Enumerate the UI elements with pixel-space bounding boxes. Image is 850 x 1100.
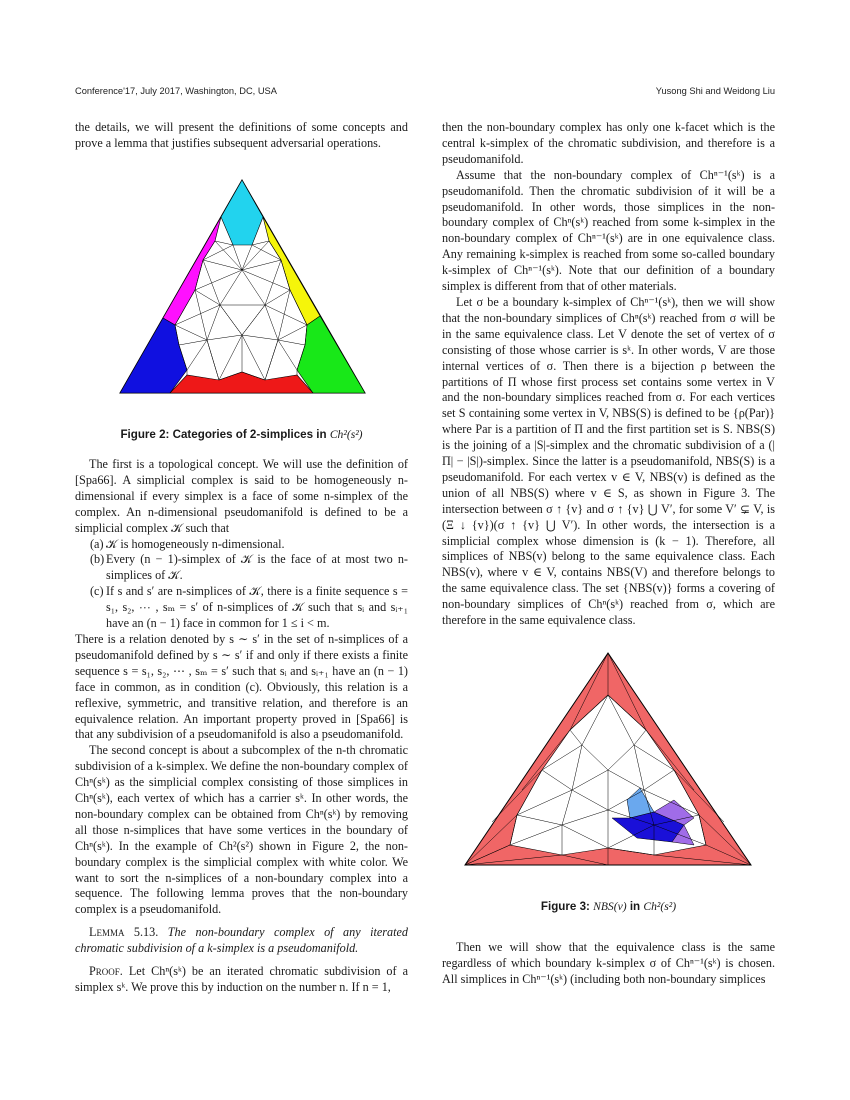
lemma-statement: The non-boundary complex of any iterated chromatic subdivision of a k-simplex is a pseudomanifold. [75, 925, 408, 956]
fig3-caption-math: NBS(v) [593, 900, 627, 913]
fig3-caption-mid: in [626, 900, 644, 913]
paragraph-base-case: then the non-boundary complex has only one k-facet which is the central k-simplex of the chromatic subdivision, and therefore is a pseudomanifold. [442, 120, 775, 166]
running-header-left: Conference'17, July 2017, Washington, DC, USA [75, 86, 277, 96]
intro-paragraph: the details, we will present the definitions of some concepts and prove a lemma that justifies subsequent adversarial operations. [75, 120, 408, 150]
lemma-5-13 [75, 925, 408, 957]
condition-list [75, 537, 408, 632]
right-column [442, 120, 775, 629]
paragraph-relation: There is a relation denoted by s ∼ s′ in the set of n-simplices of a pseudomanifold defined by s ∼ s′ if and only if there exists a finite sequence s = s₁, s₂, ⋯ , sₘ = s′ such that sᵢ and sᵢ₊₁ have an (n − 1) face in common, as in condition (c). Obviously, this relation is a reflexive, symmetric, and transitive relation, and therefore is an equivalence relation. An important property proved in [Spa66] is that any subdivision of a pseudomanifold is also a pseudomanifold. [75, 631, 408, 742]
figure-3 [462, 650, 754, 870]
left-column-body [75, 457, 408, 996]
condition-a: (a) 𝒦 is homogeneously n-dimensional. [90, 536, 285, 551]
paragraph-first-concept: The first is a topological concept. We will use the definition of [Spa66]. A simplicial complex is said to be homogeneously n-dimensional if every simplex is a face of some n-simplex of the complex. An n-dimensional pseudomanifold is defined to be a simplicial complex 𝒦 such that [75, 457, 408, 535]
fig3-caption-math2: Ch²(s²) [643, 900, 677, 913]
running-header-right: Yusong Shi and Weidong Liu [655, 86, 775, 96]
figure-3-caption [442, 900, 775, 913]
paragraph-assume: Assume that the non-boundary complex of Chⁿ⁻¹(sᵏ) is a pseudomanifold. Then the chromatic subdivision of it will be a pseudomanifold. In other words, those simplices in the non-boundary complex of Chⁿ(sᵏ) reached from some k-simplex in the non-boundary complex of Chⁿ⁻¹(sᵏ) are in one equivalence class. Any remaining k-simplex is reached from some so-called boundary k-simplex of Chⁿ⁻¹(sᵏ). Note that our definition of a boundary simplex is different from that of other materials. [442, 167, 775, 294]
paragraph-sigma: Let σ be a boundary k-simplex of Chⁿ⁻¹(sᵏ), then we will show that the non-boundary simplices of Chⁿ(sᵏ) reached from σ will be in the same equivalence class. Let V denote the set of vertex of σ consisting of those whose carrier is sᵏ. In other words, V are those internal vertices of σ. Then there is a bijection ρ between the partitions of Π whose first process set contains some vertex in V and the non-boundary simplices reached from σ. For each vertices set S containing some vertex in V, NBS(S) is defined to be {ρ(Par)} where Par is a partition of Π and the first partition set is S. NBS(S) is the joining of a |S|-simplex and the chromatic subdivision of a (|Π| − |S|)-simplex. Since the latter is a pseudomanifold, NBS(S) is a pseudomanifold. For each vertex v ∈ V, NBS(v) is defined as the union of all NBS(S) where v ∈ S, as shown in Figure 3. The intersection between σ ↑ {v} and σ ↑ {v} ⋃ V′, for some V′ ⊊ V, is (Ξ ↓ {v})(σ ↑ {v} ⋃ V′). In other words, the intersection is a simplicial complex whose dimension is (k − 1). Therefore, all simplices of NBS(v) belong to the same equivalence class. Each NBS(v), where v ∈ V, contains NBS(V) and therefore belongs to the same equivalence class. The set {NBS(v)} forms a covering of non-boundary simplices of Chⁿ(sᵏ) reached from σ, which are therefore in the same equivalence class. [442, 294, 775, 628]
fig2-caption-math: Ch²(s²) [329, 428, 363, 441]
condition-c: (c) If s and s′ are n-simplices of 𝒦, there is a finite sequence s = s₁, s₂, ⋯ , sₘ = s′ of n-simplices of 𝒦 such that sᵢ and sᵢ₊₁ have an (n − 1) face in common for 1 ≤ i < m. [90, 584, 408, 631]
figure-2 [115, 175, 370, 400]
right-column-bottom [442, 940, 775, 988]
condition-b: (b) Every (n − 1)-simplex of 𝒦 is the face of at most two n-simplices of 𝒦. [90, 552, 408, 583]
fig2-green-region [297, 316, 365, 393]
fig2-caption-prefix: Figure 2: Categories of 2-simplices in [120, 428, 330, 441]
fig3-caption-prefix: Figure 3: [540, 900, 594, 913]
figure-2-caption [75, 428, 408, 441]
proof-heading: Proof. [89, 964, 123, 979]
paragraph-then: Then we will show that the equivalence class is the same regardless of which boundary k-simplex σ of Chⁿ⁻¹(sᵏ) is chosen. All simplices in Chⁿ⁻¹(sᵏ) (including both non-boundary simplices [442, 940, 775, 986]
left-column [75, 120, 408, 152]
proof-body: Let Chⁿ(sᵏ) be an iterated chromatic subdivision of a simplex sᵏ. We prove this by induction on the number n. If n = 1, [75, 964, 409, 994]
paragraph-second-concept: The second concept is about a subcomplex of the n-th chromatic subdivision of a k-simplex. We define the non-boundary complex of Chⁿ(sᵏ) as the simplicial complex consisting of those simplices in Chⁿ(sᵏ), each vertex of which has a carrier sᵏ. In other words, the non-boundary complex can be obtained from Chⁿ(sᵏ) by removing all those n-simplices that have some vertices in the boundary of Chⁿ(sᵏ). In the example of Ch²(s²) shown in Figure 2, the non-boundary complex is the simplicial complex with white color. We want to sort the n-simplices of a non-boundary complex into a sequence. The following lemma proves that the non-boundary complex is a pseudomanifold. [75, 743, 408, 917]
lemma-heading: Lemma 5.13. [89, 925, 159, 940]
proof-paragraph [75, 964, 408, 996]
